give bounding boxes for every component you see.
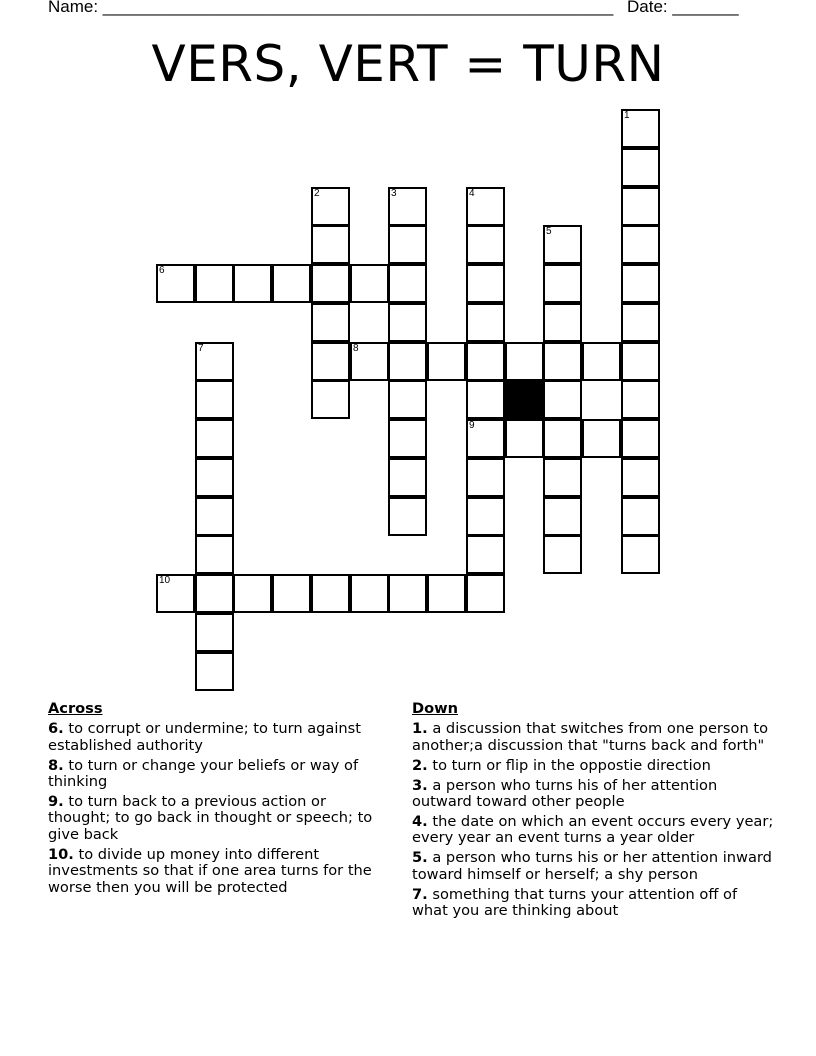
crossword-cell[interactable] [621, 303, 660, 342]
across-clue [48, 847, 388, 896]
crossword-cell[interactable] [543, 342, 582, 381]
crossword-cell[interactable] [311, 342, 350, 381]
crossword-cell[interactable] [466, 458, 505, 497]
crossword-cell[interactable] [466, 419, 505, 458]
clue-number-label: 3 [391, 188, 397, 199]
crossword-cell[interactable] [621, 535, 660, 574]
name-field-label: Name: ______________________________________________________ [48, 0, 614, 16]
crossword-cell[interactable] [311, 225, 350, 264]
crossword-cell[interactable] [466, 264, 505, 303]
crossword-cell[interactable] [311, 574, 350, 613]
clue-text: to divide up money into different investments so that if one area turns for the worse then you will be protected [48, 845, 372, 896]
crossword-cell[interactable] [195, 342, 234, 381]
crossword-cell[interactable] [350, 574, 389, 613]
clue-text: something that turns your attention off of what you are thinking about [412, 885, 738, 919]
clue-number: 3. [412, 776, 428, 794]
clue-number: 7. [412, 885, 428, 903]
down-clue [412, 778, 777, 811]
crossword-cell[interactable] [272, 574, 311, 613]
crossword-cell[interactable] [195, 652, 234, 691]
across-heading: Across [48, 700, 103, 717]
clue-number-label: 10 [159, 575, 171, 586]
crossword-cell[interactable] [195, 380, 234, 419]
crossword-cell[interactable] [543, 497, 582, 536]
clue-text: a person who turns his of her attention outward toward other people [412, 776, 718, 811]
crossword-cell[interactable] [543, 535, 582, 574]
clue-number-label: 1 [624, 110, 630, 121]
clue-text: to corrupt or undermine; to turn against established authority [48, 720, 361, 754]
crossword-cell[interactable] [505, 342, 544, 381]
crossword-cell[interactable] [233, 574, 272, 613]
crossword-cell[interactable] [388, 187, 427, 226]
crossword-cell[interactable] [621, 225, 660, 264]
crossword-cell[interactable] [195, 264, 234, 303]
crossword-cell[interactable] [621, 264, 660, 303]
across-clues [48, 701, 388, 899]
crossword-cell[interactable] [311, 187, 350, 226]
crossword-cell[interactable] [543, 225, 582, 264]
crossword-cell[interactable] [621, 380, 660, 419]
crossword-cell[interactable] [582, 419, 621, 458]
crossword-cell[interactable] [543, 419, 582, 458]
crossword-cell[interactable] [466, 303, 505, 342]
crossword-cell[interactable] [466, 535, 505, 574]
crossword-cell[interactable] [195, 497, 234, 536]
crossword-cell[interactable] [350, 342, 389, 381]
across-clue [48, 794, 388, 843]
clue-number-label: 9 [469, 420, 475, 431]
crossword-cell[interactable] [156, 264, 195, 303]
crossword-cell[interactable] [272, 264, 311, 303]
crossword-cell[interactable] [195, 574, 234, 613]
crossword-cell[interactable] [388, 380, 427, 419]
crossword-cell[interactable] [621, 419, 660, 458]
clue-number-label: 2 [314, 188, 320, 199]
crossword-cell[interactable] [350, 264, 389, 303]
crossword-cell[interactable] [466, 574, 505, 613]
clue-number: 1. [412, 720, 428, 738]
clue-number: 9. [48, 793, 64, 811]
crossword-cell[interactable] [466, 187, 505, 226]
clue-text: a person who turns his or her attention inward toward himself or herself; a shy person [412, 849, 772, 883]
crossword-cell[interactable] [388, 264, 427, 303]
crossword-black-cell [505, 380, 544, 419]
crossword-cell[interactable] [195, 458, 234, 497]
down-clue [412, 758, 777, 774]
down-clue [412, 721, 777, 754]
crossword-cell[interactable] [233, 264, 272, 303]
crossword-cell[interactable] [311, 380, 350, 419]
crossword-cell[interactable] [621, 458, 660, 497]
clue-number: 8. [48, 756, 64, 774]
down-clue [412, 814, 777, 847]
crossword-cell[interactable] [543, 458, 582, 497]
crossword-cell[interactable] [388, 497, 427, 536]
crossword-cell[interactable] [388, 225, 427, 264]
crossword-cell[interactable] [621, 342, 660, 381]
crossword-cell[interactable] [195, 613, 234, 652]
clue-number-label: 5 [546, 226, 552, 237]
crossword-cell[interactable] [466, 497, 505, 536]
down-clues [412, 701, 777, 923]
clue-text: a discussion that switches from one person to another;a discussion that "turns back and forth" [412, 720, 768, 754]
clue-number-label: 6 [159, 265, 165, 276]
clue-number: 2. [412, 756, 428, 774]
crossword-cell[interactable] [621, 148, 660, 187]
crossword-cell[interactable] [543, 380, 582, 419]
clue-text: the date on which an event occurs every year; every year an event turns a year older [412, 812, 774, 847]
crossword-cell[interactable] [505, 419, 544, 458]
crossword-cell[interactable] [543, 303, 582, 342]
crossword-cell[interactable] [311, 264, 350, 303]
crossword-cell[interactable] [388, 342, 427, 381]
crossword-cell[interactable] [621, 187, 660, 226]
crossword-cell[interactable] [427, 342, 466, 381]
across-clue [48, 721, 388, 754]
date-field-label: Date: _______ [627, 0, 739, 16]
page-title: VERS, VERT = TURN [151, 35, 665, 93]
clue-text: to turn back to a previous action or thought; to go back in thought or speech; to give back [48, 793, 373, 843]
crossword-cell[interactable] [621, 497, 660, 536]
clue-number: 6. [48, 720, 64, 738]
crossword-cell[interactable] [388, 574, 427, 613]
crossword-cell[interactable] [582, 342, 621, 381]
clue-number-label: 8 [353, 343, 359, 354]
crossword-cell[interactable] [543, 264, 582, 303]
down-clue [412, 850, 777, 883]
across-clue [48, 758, 388, 791]
crossword-cell[interactable] [466, 380, 505, 419]
crossword-cell[interactable] [195, 535, 234, 574]
crossword-cell[interactable] [466, 342, 505, 381]
crossword-cell[interactable] [195, 419, 234, 458]
crossword-cell[interactable] [466, 225, 505, 264]
crossword-cell[interactable] [388, 458, 427, 497]
crossword-cell[interactable] [621, 109, 660, 148]
clue-number-label: 7 [198, 343, 204, 354]
crossword-cell[interactable] [388, 419, 427, 458]
clue-text: to turn or flip in the oppostie direction [432, 756, 711, 774]
crossword-cell[interactable] [156, 574, 195, 613]
clue-text: to turn or change your beliefs or way of thinking [48, 756, 359, 791]
clue-number: 5. [412, 849, 428, 867]
crossword-cell[interactable] [311, 303, 350, 342]
down-clue [412, 887, 777, 920]
crossword-cell[interactable] [427, 574, 466, 613]
crossword-cell[interactable] [388, 303, 427, 342]
clue-number: 10. [48, 845, 74, 863]
clue-number-label: 4 [469, 188, 475, 199]
down-heading: Down [412, 700, 459, 717]
clue-number: 4. [412, 812, 428, 830]
